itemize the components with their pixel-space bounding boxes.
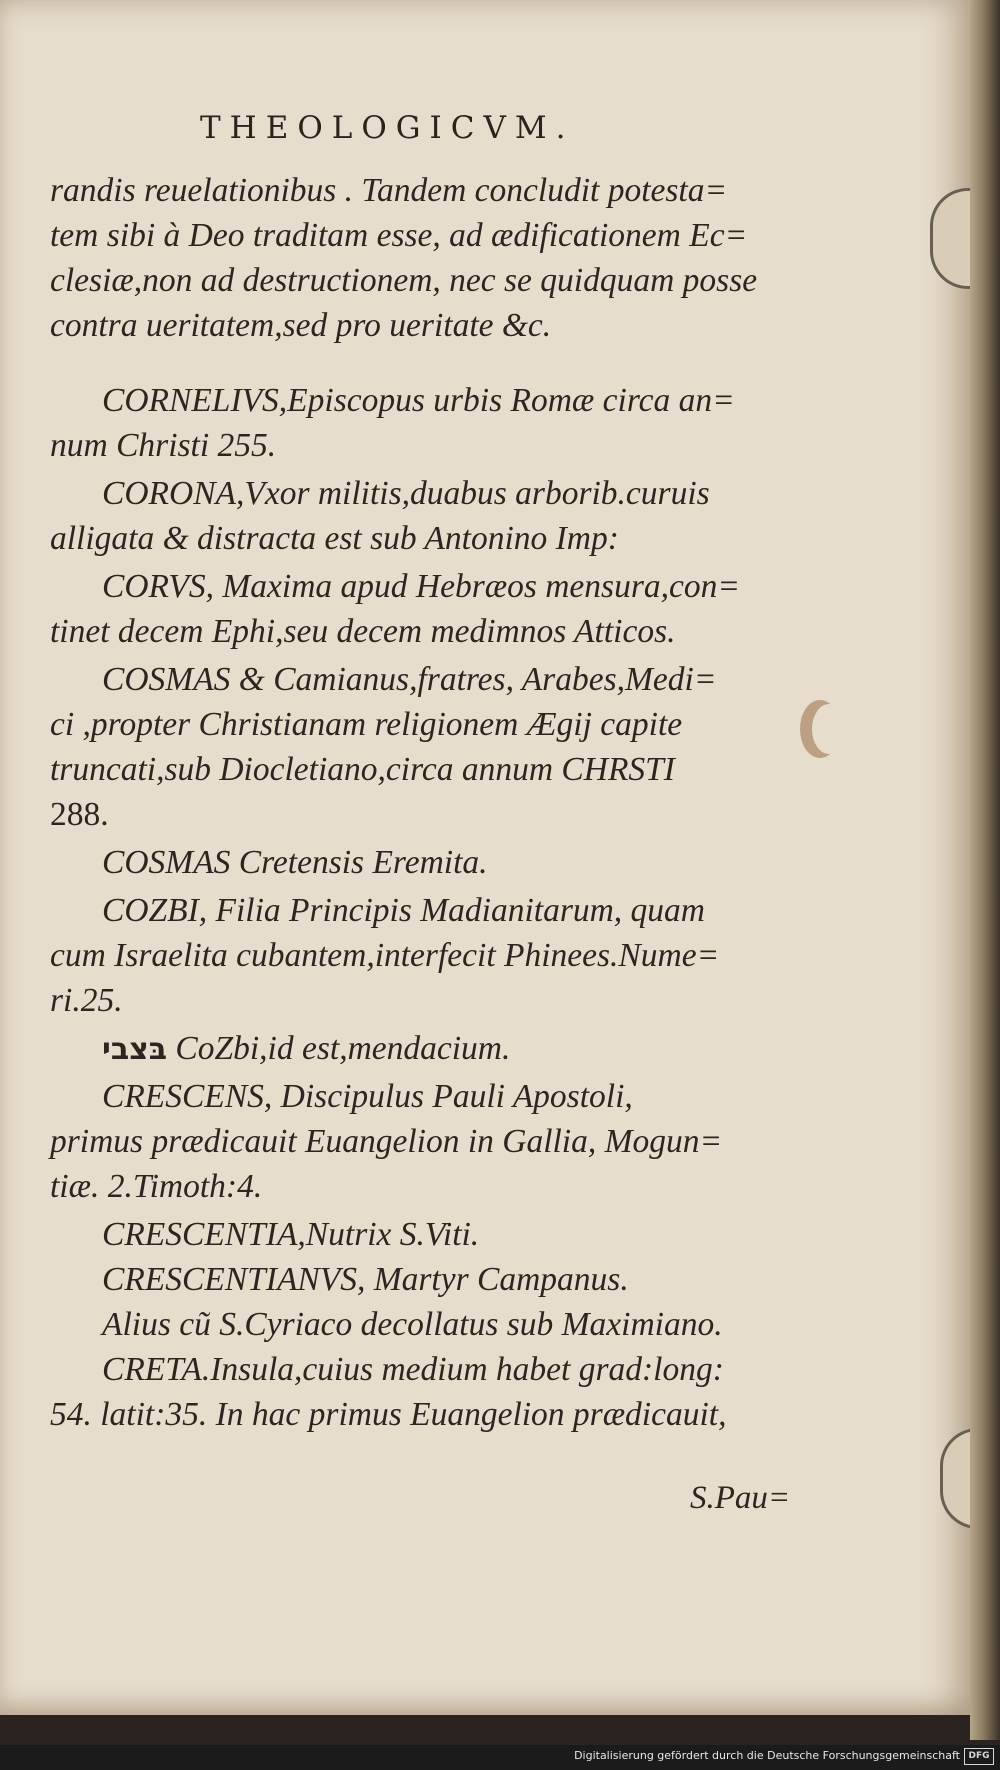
entry-cosmas: COSMAS & Camianus,fratres, Arabes,Medi= — [102, 661, 717, 698]
text-line: truncati,sub Diocletiano,circa annum CHRSTI — [50, 751, 675, 788]
entry-cozbi: COZBI, Filia Principis Madianitarum, quam — [102, 892, 705, 929]
dfg-logo-icon: DFG — [964, 1748, 994, 1765]
crescent-stain — [800, 700, 840, 758]
catchword: S.Pau= — [690, 1480, 791, 1516]
text-line: alligata & distracta est sub Antonino Imp: — [50, 520, 619, 557]
entry-crescens: CRESCENS, Discipulus Pauli Apostoli, — [102, 1078, 633, 1115]
entry-corus: CORVS, Maxima apud Hebræos mensura,con= — [102, 568, 740, 605]
text-line: num Christi 255. — [50, 427, 277, 464]
entry-corona: CORONA,Vxor militis,duabus arborib.curuis — [102, 475, 710, 512]
text-line: ci ,propter Christianam religionem Ægij capite — [50, 706, 683, 743]
entry-cornelius: CORNELIVS,Episcopus urbis Romæ circa an= — [102, 382, 735, 419]
entry-alius: Alius cũ S.Cyriaco decollatus sub Maximiano. — [102, 1306, 723, 1343]
text-line: ri.25. — [50, 982, 123, 1019]
text-line: 54. latit:35. In hac primus Euangelion prædicauit, — [50, 1396, 727, 1433]
text-line: tinet decem Ephi,seu decem medimnos Atticos. — [50, 613, 676, 650]
text-line: contra ueritatem,sed pro ueritate &c. — [50, 307, 552, 344]
page-tab-top — [930, 188, 970, 289]
text-line: 288. — [50, 796, 109, 833]
text-line: primus prædicauit Euangelion in Gallia, Mogun= — [50, 1123, 723, 1160]
page-tab-bottom — [940, 1428, 970, 1529]
running-head: THEOLOGICVM. — [200, 110, 575, 146]
hebrew-word: בּצבי — [102, 1032, 168, 1067]
footer-bar — [0, 1745, 1000, 1770]
hebrew-gloss: CoZbi,id est,mendacium. — [175, 1030, 511, 1067]
entry-cosmas-cretensis: COSMAS Cretensis Eremita. — [102, 844, 488, 881]
entry-crescentia: CRESCENTIA,Nutrix S.Viti. — [102, 1216, 480, 1253]
text-line: tiæ. 2.Timoth:4. — [50, 1168, 263, 1205]
text-line: randis reuelationibus . Tandem concludit potesta= — [50, 172, 728, 209]
text-line: cum Israelita cubantem,interfecit Phinees.Nume= — [50, 937, 720, 974]
entry-cozbi-hebrew — [50, 1026, 800, 1071]
page-edge — [970, 0, 1000, 1740]
entry-crescentianus: CRESCENTIANVS, Martyr Campanus. — [102, 1261, 629, 1298]
text-line: clesiæ,non ad destructionem, nec se quidquam posse — [50, 262, 758, 299]
body-text — [50, 168, 800, 1437]
footer-credit: Digitalisierung gefördert durch die Deutsche Forschungsgemeinschaft — [574, 1749, 960, 1762]
entry-creta: CRETA.Insula,cuius medium habet grad:long: — [102, 1351, 724, 1388]
text-line: tem sibi à Deo traditam esse, ad ædificationem Ec= — [50, 217, 748, 254]
